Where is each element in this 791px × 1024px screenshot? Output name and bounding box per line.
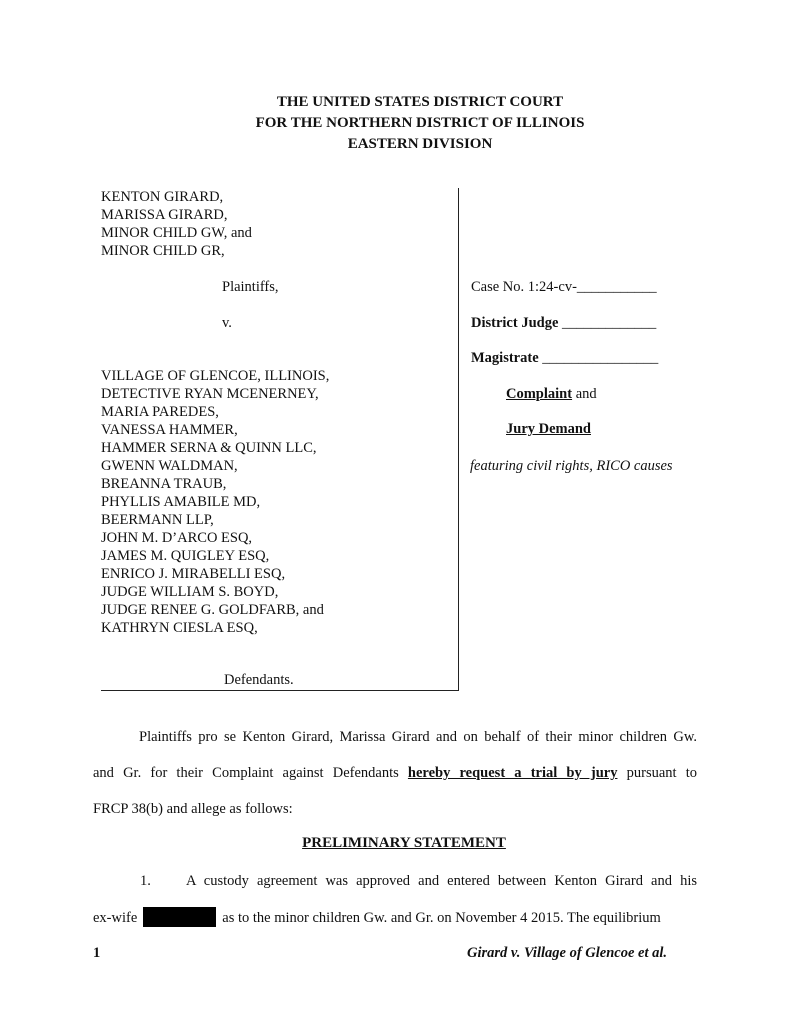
defendant-name: JUDGE WILLIAM S. BOYD, xyxy=(101,584,279,600)
magistrate-line xyxy=(471,350,658,367)
plaintiff-name: KENTON GIRARD, xyxy=(101,189,224,205)
plaintiff-name: MARISSA GIRARD, xyxy=(101,207,228,223)
paragraph-number: 1. xyxy=(140,873,151,889)
defendant-name: DETECTIVE RYAN MCENERNEY, xyxy=(101,386,319,402)
defendant-name: BEERMANN LLP, xyxy=(101,512,214,528)
para1-line-2 xyxy=(93,907,697,927)
jury-trial-request: hereby request a trial by jury xyxy=(407,765,618,781)
district-judge-label: District Judge xyxy=(471,315,559,331)
defendant-name: HAMMER SERNA & QUINN LLC, xyxy=(101,440,317,456)
defendant-name: PHYLLIS AMABILE MD, xyxy=(101,494,261,510)
magistrate-blank: ________________ xyxy=(538,350,659,366)
magistrate-label: Magistrate xyxy=(471,350,539,366)
defendant-name: MARIA PAREDES, xyxy=(101,404,219,420)
footer-case-title: Girard v. Village of Glencoe et al. xyxy=(467,945,668,961)
plaintiffs-label: Plaintiffs, xyxy=(222,279,279,295)
defendant-name: JOHN M. D’ARCO ESQ, xyxy=(101,530,253,546)
plaintiffs-list xyxy=(101,188,252,260)
versus-label: v. xyxy=(222,315,232,331)
intro-line-2-end: pursuant to xyxy=(626,765,697,781)
defendants-list xyxy=(101,367,329,637)
para1-line-2-start: ex-wife xyxy=(93,910,138,926)
defendant-name: BREANNA TRAUB, xyxy=(101,476,227,492)
intro-line-1: Plaintiffs pro se Kenton Girard, Marissa Girard and on behalf of their minor children Gw. xyxy=(139,729,697,745)
defendant-name: JUDGE RENEE G. GOLDFARB, and xyxy=(101,602,324,618)
section-heading: PRELIMINARY STATEMENT xyxy=(302,835,506,851)
page-number: 1 xyxy=(93,945,101,961)
featuring-note: featuring civil rights, RICO causes xyxy=(470,458,673,474)
district-judge-line xyxy=(471,315,656,332)
defendant-name: JAMES M. QUIGLEY ESQ, xyxy=(101,548,270,564)
defendant-name: KATHRYN CIESLA ESQ, xyxy=(101,620,258,636)
intro-line-2-start: and Gr. for their Complaint against Defendants xyxy=(93,765,399,781)
complaint-and: and xyxy=(572,386,597,402)
defendant-name: ENRICO J. MIRABELLI ESQ, xyxy=(101,566,286,582)
court-name: THE UNITED STATES DISTRICT COURT xyxy=(276,94,564,110)
intro-line-3: FRCP 38(b) and allege as follows: xyxy=(93,801,293,817)
defendant-name: VILLAGE OF GLENCOE, ILLINOIS, xyxy=(101,368,330,384)
redaction-block xyxy=(143,907,216,927)
caption-divider-horizontal xyxy=(101,690,459,691)
caption-divider-vertical xyxy=(458,188,459,691)
intro-line-2 xyxy=(93,765,697,782)
district-judge-blank: _____________ xyxy=(558,315,657,331)
defendant-name: VANESSA HAMMER, xyxy=(101,422,238,438)
case-number: Case No. 1:24-cv-___________ xyxy=(471,279,657,295)
para1-line-1: A custody agreement was approved and entered between Kenton Girard and his xyxy=(186,873,697,889)
court-district: FOR THE NORTHERN DISTRICT OF ILLINOIS xyxy=(255,115,585,131)
complaint-line xyxy=(506,386,597,403)
complaint-title: Complaint xyxy=(506,386,573,402)
plaintiff-name: MINOR CHILD GR, xyxy=(101,243,225,259)
jury-demand-title: Jury Demand xyxy=(506,421,591,437)
para1-line-2-end: as to the minor children Gw. and Gr. on November 4 2015. The equilibrium xyxy=(222,910,661,926)
plaintiff-name: MINOR CHILD GW, and xyxy=(101,225,252,241)
defendant-name: GWENN WALDMAN, xyxy=(101,458,238,474)
defendants-label: Defendants. xyxy=(224,672,294,688)
court-division: EASTERN DIVISION xyxy=(347,136,493,152)
